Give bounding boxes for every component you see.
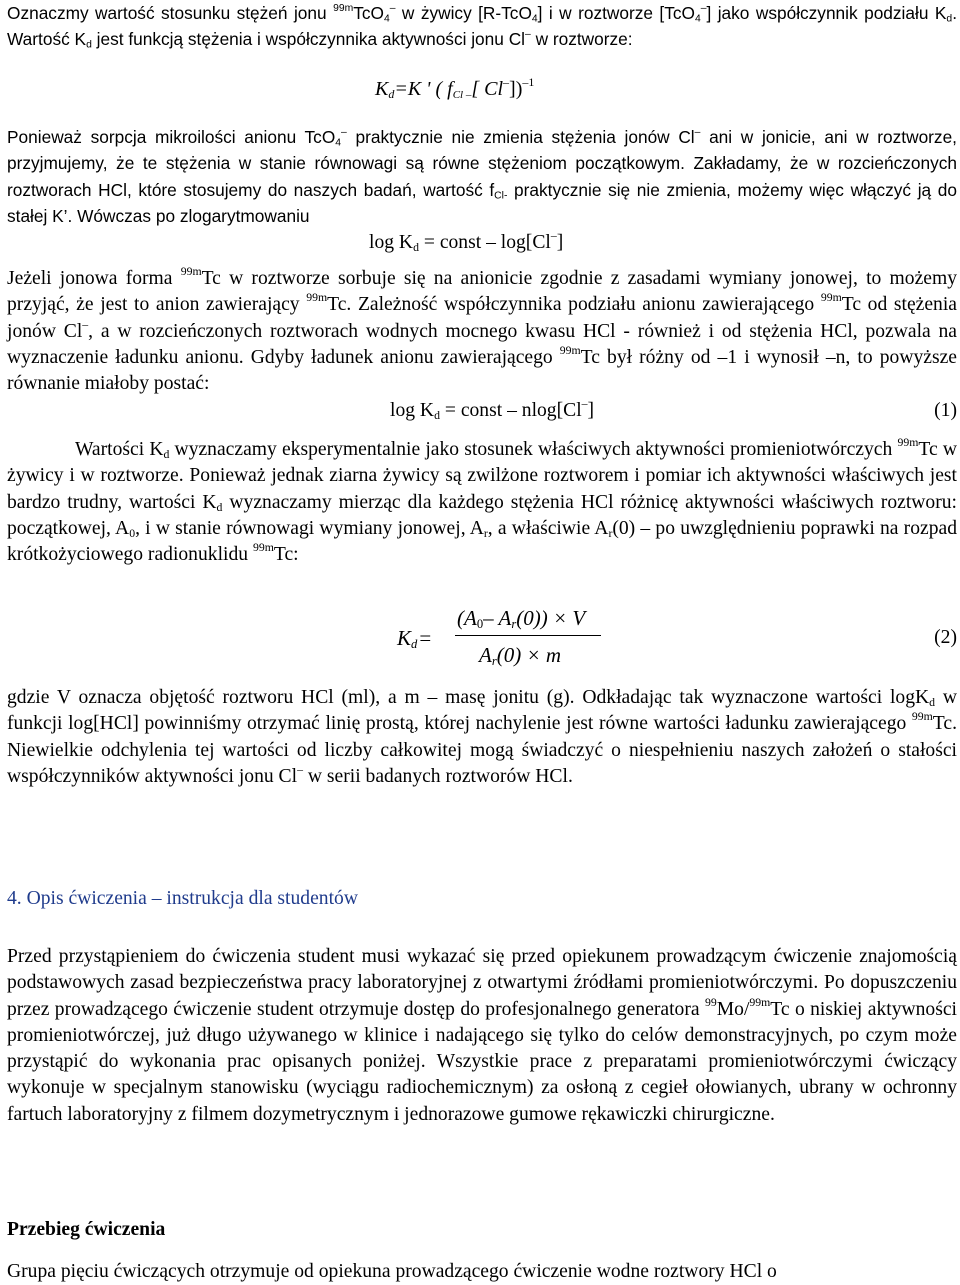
equation-kd-definition: $K_d=K$ ' ( $f_{Cl -}$[ Cl–])$^{-1}$ [375,75,535,101]
paragraph-kd-measurement: Wartości $K_d$ wyznaczamy eksperymentalnie jako stosunek właściwych aktywności promieniotwórczych $^{99m}$Tc w żywicy i w roztworze. Ponieważ jednak ziarna żywicy są zwilżone roztworem i pomiar ich aktywności właściwych jest bardzo trudny, wartości $K_d$ wyznaczamy mierząc dla każdego stężenia HCl różnicę aktywności właściwych roztworu: początkowej, $A_0$, i w stanie równowagi wymiany jonowej, $A_r$, a właściwie $A_r(0)$ – po uwzględnieniu poprawki na rozpad krótkożyciowego radionuklidu $^{99m}$Tc: [7,436,957,566]
paragraph-intro: Oznaczmy wartość stosunku stężeń jonu $^{99m}$TcO$_4$– w żywicy [R-TcO$_4$] i w roztworze [TcO$_4$–] jako współczynnik podziału $K_d$. Wartość $K_d$ jest funkcją stężenia i współczynnika aktywności jonu Cl– w roztworze: [7,3,957,51]
equation-log-kd: $\log K_d$ = const – log[Cl–] [369,229,564,254]
equation-2-lhs: $K_d=$ [397,626,432,652]
equation-1: $\log K_d$ = const – nlog[Cl–] [390,397,595,422]
paragraph-where-v: gdzie V oznacza objętość roztworu HCl (ml), a m – masę jonitu (g). Odkładając tak wyznaczone wartości logK$_d$ w funkcji log[HCl] powinniśmy otrzymać linię prostą, której nachylenie jest równe wartości ładunku zawierającego $^{99m}$Tc. Niewielkie odchylenia tej wartości od liczby całkowitej mogą świadczyć o niespełnieniu naszych założeń o stałości współczynników aktywności jonu Cl– w serii badanych roztworów HCl. [7,687,957,787]
paragraph-ionic-form: Jeżeli jonowa forma $^{99m}$Tc w roztworze sorbuje się na anionicie zgodnie z zasadami wymiany jonowej, to możemy przyjąć, że jest to anion zawierający $^{99m}$Tc. Zależność współczynnika podziału anionu zawierającego $^{99m}$Tc od stężenia jonów Cl–, a w rozcieńczonych roztworach wodnych mocnego kwasu HCl - również i od stężenia HCl, pozwala na wyznaczenie ładunku anionu. Gdyby ładunek anionu zawierającego $^{99m}$Tc był różny od –1 i wynosił –n, to powyższe równanie miałoby postać: [7,265,957,395]
equation-2-number: (2) [934,627,957,648]
fraction-bar [455,635,601,636]
paragraph-group: Grupa pięciu ćwiczących otrzymuje od opiekuna prowadzącego ćwiczenie wodne roztwory HCl o [7,1261,777,1282]
paragraph-safety: Przed przystąpieniem do ćwiczenia student musi wykazać się przed opiekunem prowadzącym ćwiczenie znajomością podstawowych zasad bezpieczeństwa pracy laboratoryjnej z otwartymi źródłami promieniotwórczymi. Po dopuszczeniu przez prowadzącego ćwiczenie student otrzymuje dostęp do profesjonalnego generatora $^{99}$Mo/$^{99m}$Tc o niskiej aktywności promieniotwórczej, już długo używanego w klinice i nadającego się tylko do celów demonstracyjnych, po czym może przystąpić do wykonania prac opisanych poniżej. Wszystkie prace z preparatami promieniotwórczymi ćwiczący wykonuje w specjalnym stanowisku (wyciągu radiochemicznym) za osłoną z cegieł ołowianych, ubrany w ochronny fartuch laboratoryjny z filmem dozymetrycznym i jednorazowe gumowe rękawiczki chirurgiczne. [7,946,957,1125]
equation-2-denominator: $A_r(0) \times m$ [479,643,562,669]
heading-przebieg: Przebieg ćwiczenia [7,1219,166,1240]
equation-1-number: (1) [934,400,957,421]
section-heading-4: 4. Opis ćwiczenia – instrukcja dla studentów [7,888,358,909]
equation-2-numerator: ($A_0-$ $A_r(0)) \times V$ [457,606,586,632]
paragraph-sorption: Ponieważ sorpcja mikroilości anionu TcO$_4$– praktycznie nie zmienia stężenia jonów Cl– ani w jonicie, ani w roztworze, przyjmujemy, że te stężenia w stanie równowagi są równe stężeniom początkowym. Zakładamy, że w rozcieńczonych roztworach HCl, które stosujemy do naszych badań, wartość $f_{Cl-}$ praktycznie się nie zmienia, możemy więc włączyć ją do stałej K’. Wówczas po zlogarytmowaniu [7,127,957,226]
